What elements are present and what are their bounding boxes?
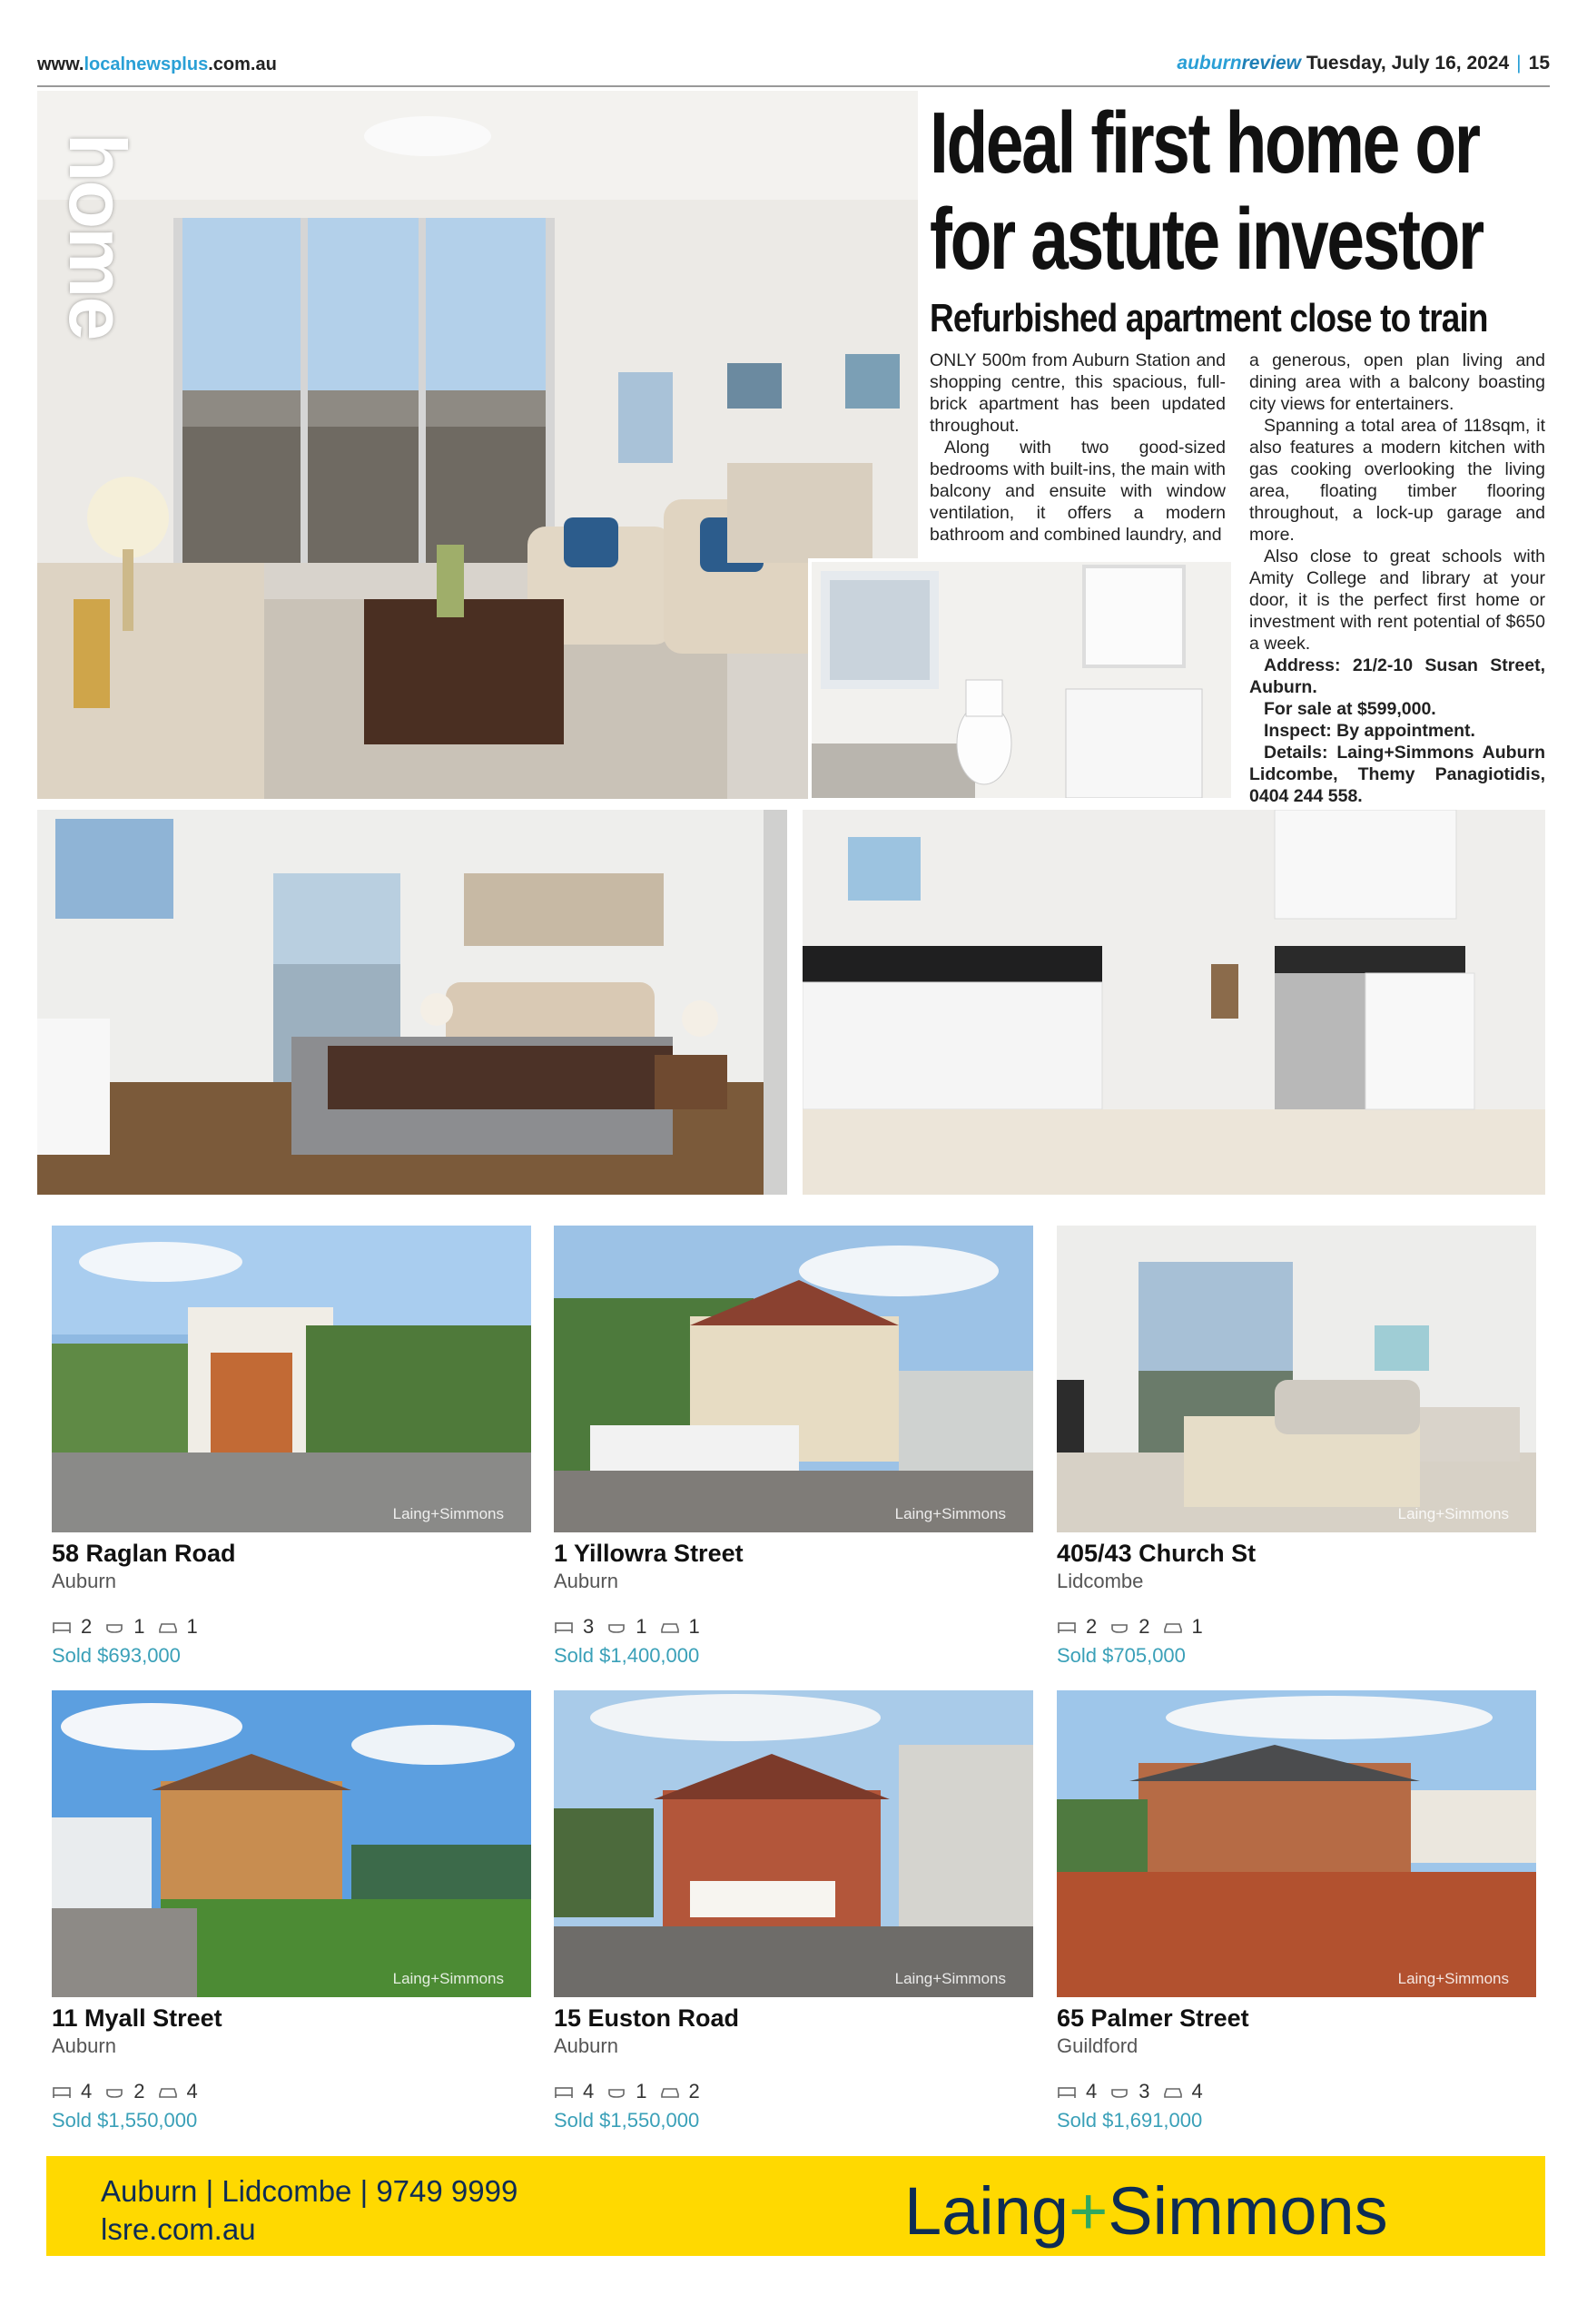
bed-icon <box>554 2084 574 2099</box>
bath-count: 2 <box>133 2080 145 2102</box>
article-column-1 <box>930 350 1226 546</box>
bath-count: 2 <box>1138 1615 1150 1638</box>
article-paragraph: ONLY 500m from Auburn Station and shopping centre, this spacious, full-brick apartment has been updated throughout. <box>930 350 1226 436</box>
listing-card[interactable] <box>554 1226 1033 1668</box>
car-count: 4 <box>1191 2080 1203 2102</box>
listing-suburb: Guildford <box>1057 2034 1138 2057</box>
listing-suburb: Lidcombe <box>1057 1570 1144 1592</box>
car-icon <box>1163 2084 1183 2099</box>
kitchen-photo <box>803 810 1545 1195</box>
listing-suburb: Auburn <box>52 1570 116 1592</box>
watermark: Laing+Simmons <box>894 1970 1006 1987</box>
bath-icon <box>104 2084 124 2099</box>
bed-icon <box>554 1620 574 1634</box>
listing-card[interactable] <box>52 1226 531 1668</box>
article-paragraph: Spanning a total area of 118sqm, it also features a modern kitchen with gas cooking overlooking the living area, floating timber flooring throughout, a lock-up garage and more. <box>1249 416 1545 545</box>
agent-details: Details: Laing+Simmons Auburn Lidcombe, Themy Panagiotidis, 0404 244 558. <box>1249 743 1545 806</box>
car-icon <box>158 2084 178 2099</box>
article-paragraph: a generous, open plan living and dining area with a balcony boasting city views for entertainers. <box>1249 350 1545 414</box>
bed-count: 4 <box>583 2080 595 2102</box>
property-photo <box>1057 1690 1536 1997</box>
page-header-info: auburnreview Tuesday, July 16, 2024 | 15 <box>1177 53 1550 74</box>
car-count: 2 <box>688 2080 700 2102</box>
agency-contact <box>101 2172 518 2249</box>
listing-address: 11 Myall Street <box>52 2004 222 2032</box>
listing-features <box>554 2080 1033 2103</box>
sold-price: Sold $1,691,000 <box>1057 2109 1203 2132</box>
inspection-info: Inspect: By appointment. <box>1264 721 1475 741</box>
article-paragraph: Also close to great schools with Amity College and library at your door, it is the perfect first home or investment with rent potential of $650 a week. <box>1249 547 1545 654</box>
issue-date: Tuesday, July 16, 2024 <box>1306 53 1510 74</box>
car-count: 1 <box>688 1615 700 1638</box>
listing-suburb: Auburn <box>554 2034 618 2057</box>
listing-card[interactable] <box>52 1690 531 2132</box>
car-icon <box>660 1620 680 1634</box>
listing-address: 15 Euston Road <box>554 2004 740 2032</box>
bath-icon <box>606 2084 626 2099</box>
bed-count: 4 <box>81 2080 93 2102</box>
car-count: 4 <box>186 2080 198 2102</box>
bedroom-photo <box>37 810 787 1195</box>
property-photo <box>52 1226 531 1532</box>
bed-count: 2 <box>81 1615 93 1638</box>
property-photo <box>52 1690 531 1997</box>
article-column-2 <box>1249 350 1545 807</box>
bath-count: 1 <box>133 1615 145 1638</box>
article-headline: Ideal first home or for astute investor <box>930 94 1483 288</box>
car-icon <box>660 2084 680 2099</box>
watermark: Laing+Simmons <box>1397 1970 1509 1987</box>
living-room-photo <box>37 91 918 799</box>
listing-features <box>554 1615 1033 1639</box>
publication-name: auburnreview <box>1177 53 1301 74</box>
bed-icon <box>52 2084 72 2099</box>
bed-count: 4 <box>1086 2080 1098 2102</box>
listing-address: 1 Yillowra Street <box>554 1540 744 1567</box>
watermark: Laing+Simmons <box>1397 1505 1509 1522</box>
car-count: 1 <box>186 1615 198 1638</box>
property-photo <box>1057 1226 1536 1532</box>
watermark: Laing+Simmons <box>392 1505 504 1522</box>
bath-icon <box>1109 2084 1129 2099</box>
bed-count: 3 <box>583 1615 595 1638</box>
listing-address: 65 Palmer Street <box>1057 2004 1249 2032</box>
bath-icon <box>104 1620 124 1634</box>
sold-price: Sold $705,000 <box>1057 1644 1186 1667</box>
agency-website-link[interactable]: lsre.com.au <box>101 2212 256 2246</box>
listing-features <box>52 2080 531 2103</box>
watermark: Laing+Simmons <box>392 1970 504 1987</box>
sold-price: Sold $1,550,000 <box>554 2109 700 2132</box>
property-photo <box>554 1690 1033 1997</box>
listing-suburb: Auburn <box>554 1570 618 1592</box>
agency-footer-banner <box>46 2156 1545 2256</box>
property-price: For sale at $599,000. <box>1264 699 1436 719</box>
article-paragraph: Along with two good-sized bedrooms with built-ins, the main with balcony and ensuite with window ventilation, it offers a modern bathroom and combined laundry, and <box>930 438 1226 545</box>
sold-price: Sold $1,550,000 <box>52 2109 198 2132</box>
bath-icon <box>1109 1620 1129 1634</box>
car-icon <box>158 1620 178 1634</box>
laing-simmons-logo: Laing+Simmons <box>904 2173 1388 2249</box>
site-url[interactable]: www.localnewsplus.com.au <box>37 54 277 74</box>
bathroom-photo <box>808 558 1235 802</box>
sold-price: Sold $1,400,000 <box>554 1644 700 1667</box>
listing-card[interactable] <box>1057 1690 1536 2132</box>
listing-features <box>1057 1615 1536 1639</box>
article-subhead: Refurbished apartment close to train <box>930 296 1488 340</box>
listing-card[interactable] <box>554 1690 1033 2132</box>
listing-address: 405/43 Church St <box>1057 1540 1257 1567</box>
bath-count: 1 <box>636 1615 647 1638</box>
listing-address: 58 Raglan Road <box>52 1540 236 1567</box>
bed-count: 2 <box>1086 1615 1098 1638</box>
car-count: 1 <box>1191 1615 1203 1638</box>
page-number: 15 <box>1528 53 1550 74</box>
bath-count: 1 <box>636 2080 647 2102</box>
watermark: Laing+Simmons <box>894 1505 1006 1522</box>
bed-icon <box>1057 2084 1077 2099</box>
office-locations-phone: Auburn | Lidcombe | 9749 9999 <box>101 2174 518 2208</box>
listing-suburb: Auburn <box>52 2034 116 2057</box>
car-icon <box>1163 1620 1183 1634</box>
sold-price: Sold $693,000 <box>52 1644 181 1667</box>
bed-icon <box>52 1620 72 1634</box>
section-tag: home <box>53 133 143 340</box>
property-photo <box>554 1226 1033 1532</box>
bath-count: 3 <box>1138 2080 1150 2102</box>
listing-card[interactable] <box>1057 1226 1536 1668</box>
bed-icon <box>1057 1620 1077 1634</box>
header-rule <box>37 85 1550 87</box>
property-address: Address: 21/2-10 Susan Street, Auburn. <box>1249 655 1545 697</box>
listing-features <box>52 1615 531 1639</box>
listing-features <box>1057 2080 1536 2103</box>
bath-icon <box>606 1620 626 1634</box>
